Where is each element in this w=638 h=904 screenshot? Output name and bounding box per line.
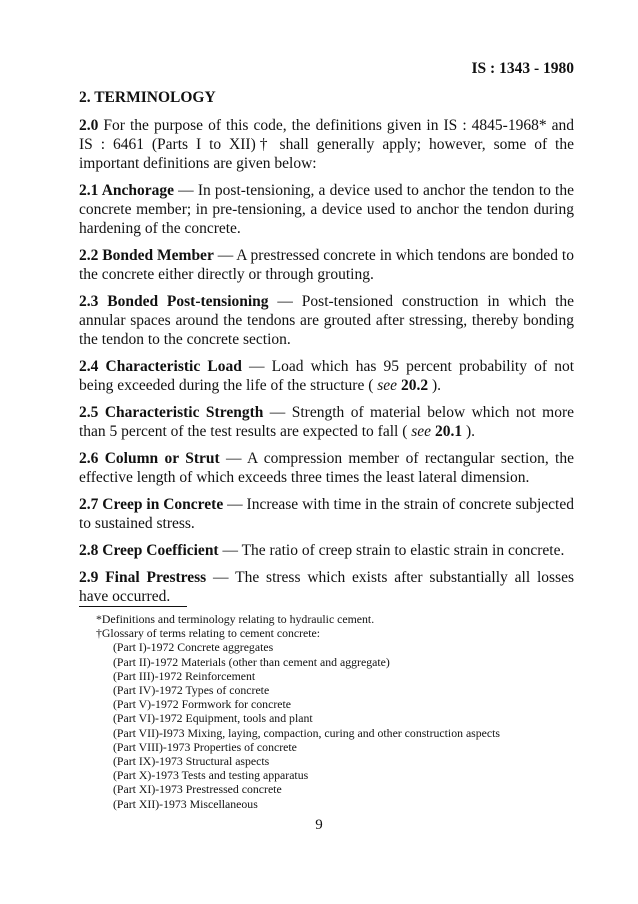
clause-term: Creep in Concrete <box>98 496 224 513</box>
clause-2-5 <box>79 403 574 441</box>
clause-text: — A prestressed concrete in which tendons are bonded to the concrete either directly or through grouting. <box>79 247 574 283</box>
clause-number: 2.1 <box>79 182 99 199</box>
footnote-part-item: (Part I)-1972 Concrete aggregates <box>113 640 274 655</box>
clause-term: Characteristic Load <box>98 358 242 375</box>
clause-term: Column or Strut <box>98 450 220 467</box>
clause-term: Characteristic Strength <box>98 404 264 421</box>
clause-term: Anchorage <box>98 182 175 199</box>
clause-2-9 <box>79 568 574 606</box>
clause-text: — Load which has 95 percent probability of not being exceeded during the life of the structure ( <box>79 358 575 394</box>
footnotes <box>96 612 586 811</box>
clause-number: 2.5 <box>79 404 99 421</box>
see-reference: see <box>377 377 398 394</box>
footnote-part-item: (Part IV)-1972 Types of concrete <box>113 683 270 698</box>
clause-reference: 20.2 <box>400 377 429 394</box>
clause-term: Bonded Member <box>98 247 214 264</box>
clause-number: 2.4 <box>79 358 99 375</box>
clause-term: Creep Coefficient <box>98 542 219 559</box>
clause-text: — Strength of material below which not more than 5 percent of the test results are expected to fall ( <box>79 404 574 440</box>
footnote-part-item: (Part II)-1972 Materials (other than cement and aggregate) <box>113 654 390 669</box>
clause-number: 2.3 <box>79 293 99 310</box>
standard-code-header: IS : 1343 - 1980 <box>471 60 574 77</box>
footnote-part-item: (Part XII)-1973 Miscellaneous <box>113 796 258 811</box>
clause-text: — The ratio of creep strain to elastic strain in concrete. <box>218 542 565 559</box>
clause-number: 2.9 <box>79 569 99 586</box>
clause-2-1 <box>79 181 574 238</box>
clause-number: 2.2 <box>79 247 99 264</box>
footnote-dagger: †Glossary of terms relating to cement concrete: <box>96 626 321 641</box>
clause-text: — The stress which exists after substantially all losses have occurred. <box>79 569 574 605</box>
clause-text: For the purpose of this code, the definitions given in IS : 4845-1968* and IS : 6461 (Parts I to XII)† shall generally apply; however, some of the important definitions are given below: <box>79 117 574 172</box>
clause-2-6 <box>79 449 574 487</box>
footnote-part-item: (Part V)-1972 Formwork for concrete <box>113 697 291 712</box>
section-heading: 2. TERMINOLOGY <box>79 89 216 106</box>
clause-text: — Increase with time in the strain of concrete subjected to sustained stress. <box>79 496 574 532</box>
clause-number: 2.8 <box>79 542 99 559</box>
clause-text: — In post-tensioning, a device used to anchor the tendon to the concrete member; in pre-tensioning, a device used to anchor the tendon during hardening of the concrete. <box>79 182 574 237</box>
clause-2-2 <box>79 246 574 284</box>
footnote-part-item: (Part IX)-1973 Structural aspects <box>113 754 270 769</box>
footnote-part-item: (Part VII)-I973 Mixing, laying, compaction, curing and other construction aspects <box>113 725 501 740</box>
clause-term: Final Prestress <box>98 569 207 586</box>
footnote-part-item: (Part VI)-1972 Equipment, tools and plant <box>113 711 313 726</box>
see-reference: see <box>411 423 432 440</box>
clause-text: — Post-tensioned construction in which the annular spaces around the tendons are grouted after stressing, thereby bonding the tendon to the concrete section. <box>79 293 574 348</box>
page-number: 9 <box>315 817 323 833</box>
clause-term: Bonded Post-tensioning <box>98 293 269 310</box>
clause-2-4 <box>79 357 574 395</box>
clause-2-7 <box>79 495 574 533</box>
clause-reference: 20.1 <box>434 423 463 440</box>
clause-number: 2.7 <box>79 496 99 513</box>
main-text <box>79 89 574 614</box>
clause-text: — A compression member of rectangular section, the effective length of which exceeds three times the least lateral dimension. <box>79 450 574 486</box>
footnote-part-item: (Part III)-1972 Reinforcement <box>113 668 256 683</box>
footnote-part-item: (Part X)-1973 Tests and testing apparatus <box>113 768 309 783</box>
clause-number: 2.6 <box>79 450 99 467</box>
clause-number: 2.0 <box>79 117 99 134</box>
clause-2-3 <box>79 292 574 349</box>
clause-text-end: ). <box>462 423 475 440</box>
footnote-star: *Definitions and terminology relating to hydraulic cement. <box>96 612 375 626</box>
footnote-part-item: (Part XI)-1973 Prestressed concrete <box>113 782 282 797</box>
clause-text-end: ). <box>428 377 441 394</box>
footnote-divider <box>79 606 187 607</box>
footnote-part-item: (Part VIII)-1973 Properties of concrete <box>113 739 297 754</box>
clause-2-8 <box>79 541 574 560</box>
clause-2-0 <box>79 116 574 173</box>
